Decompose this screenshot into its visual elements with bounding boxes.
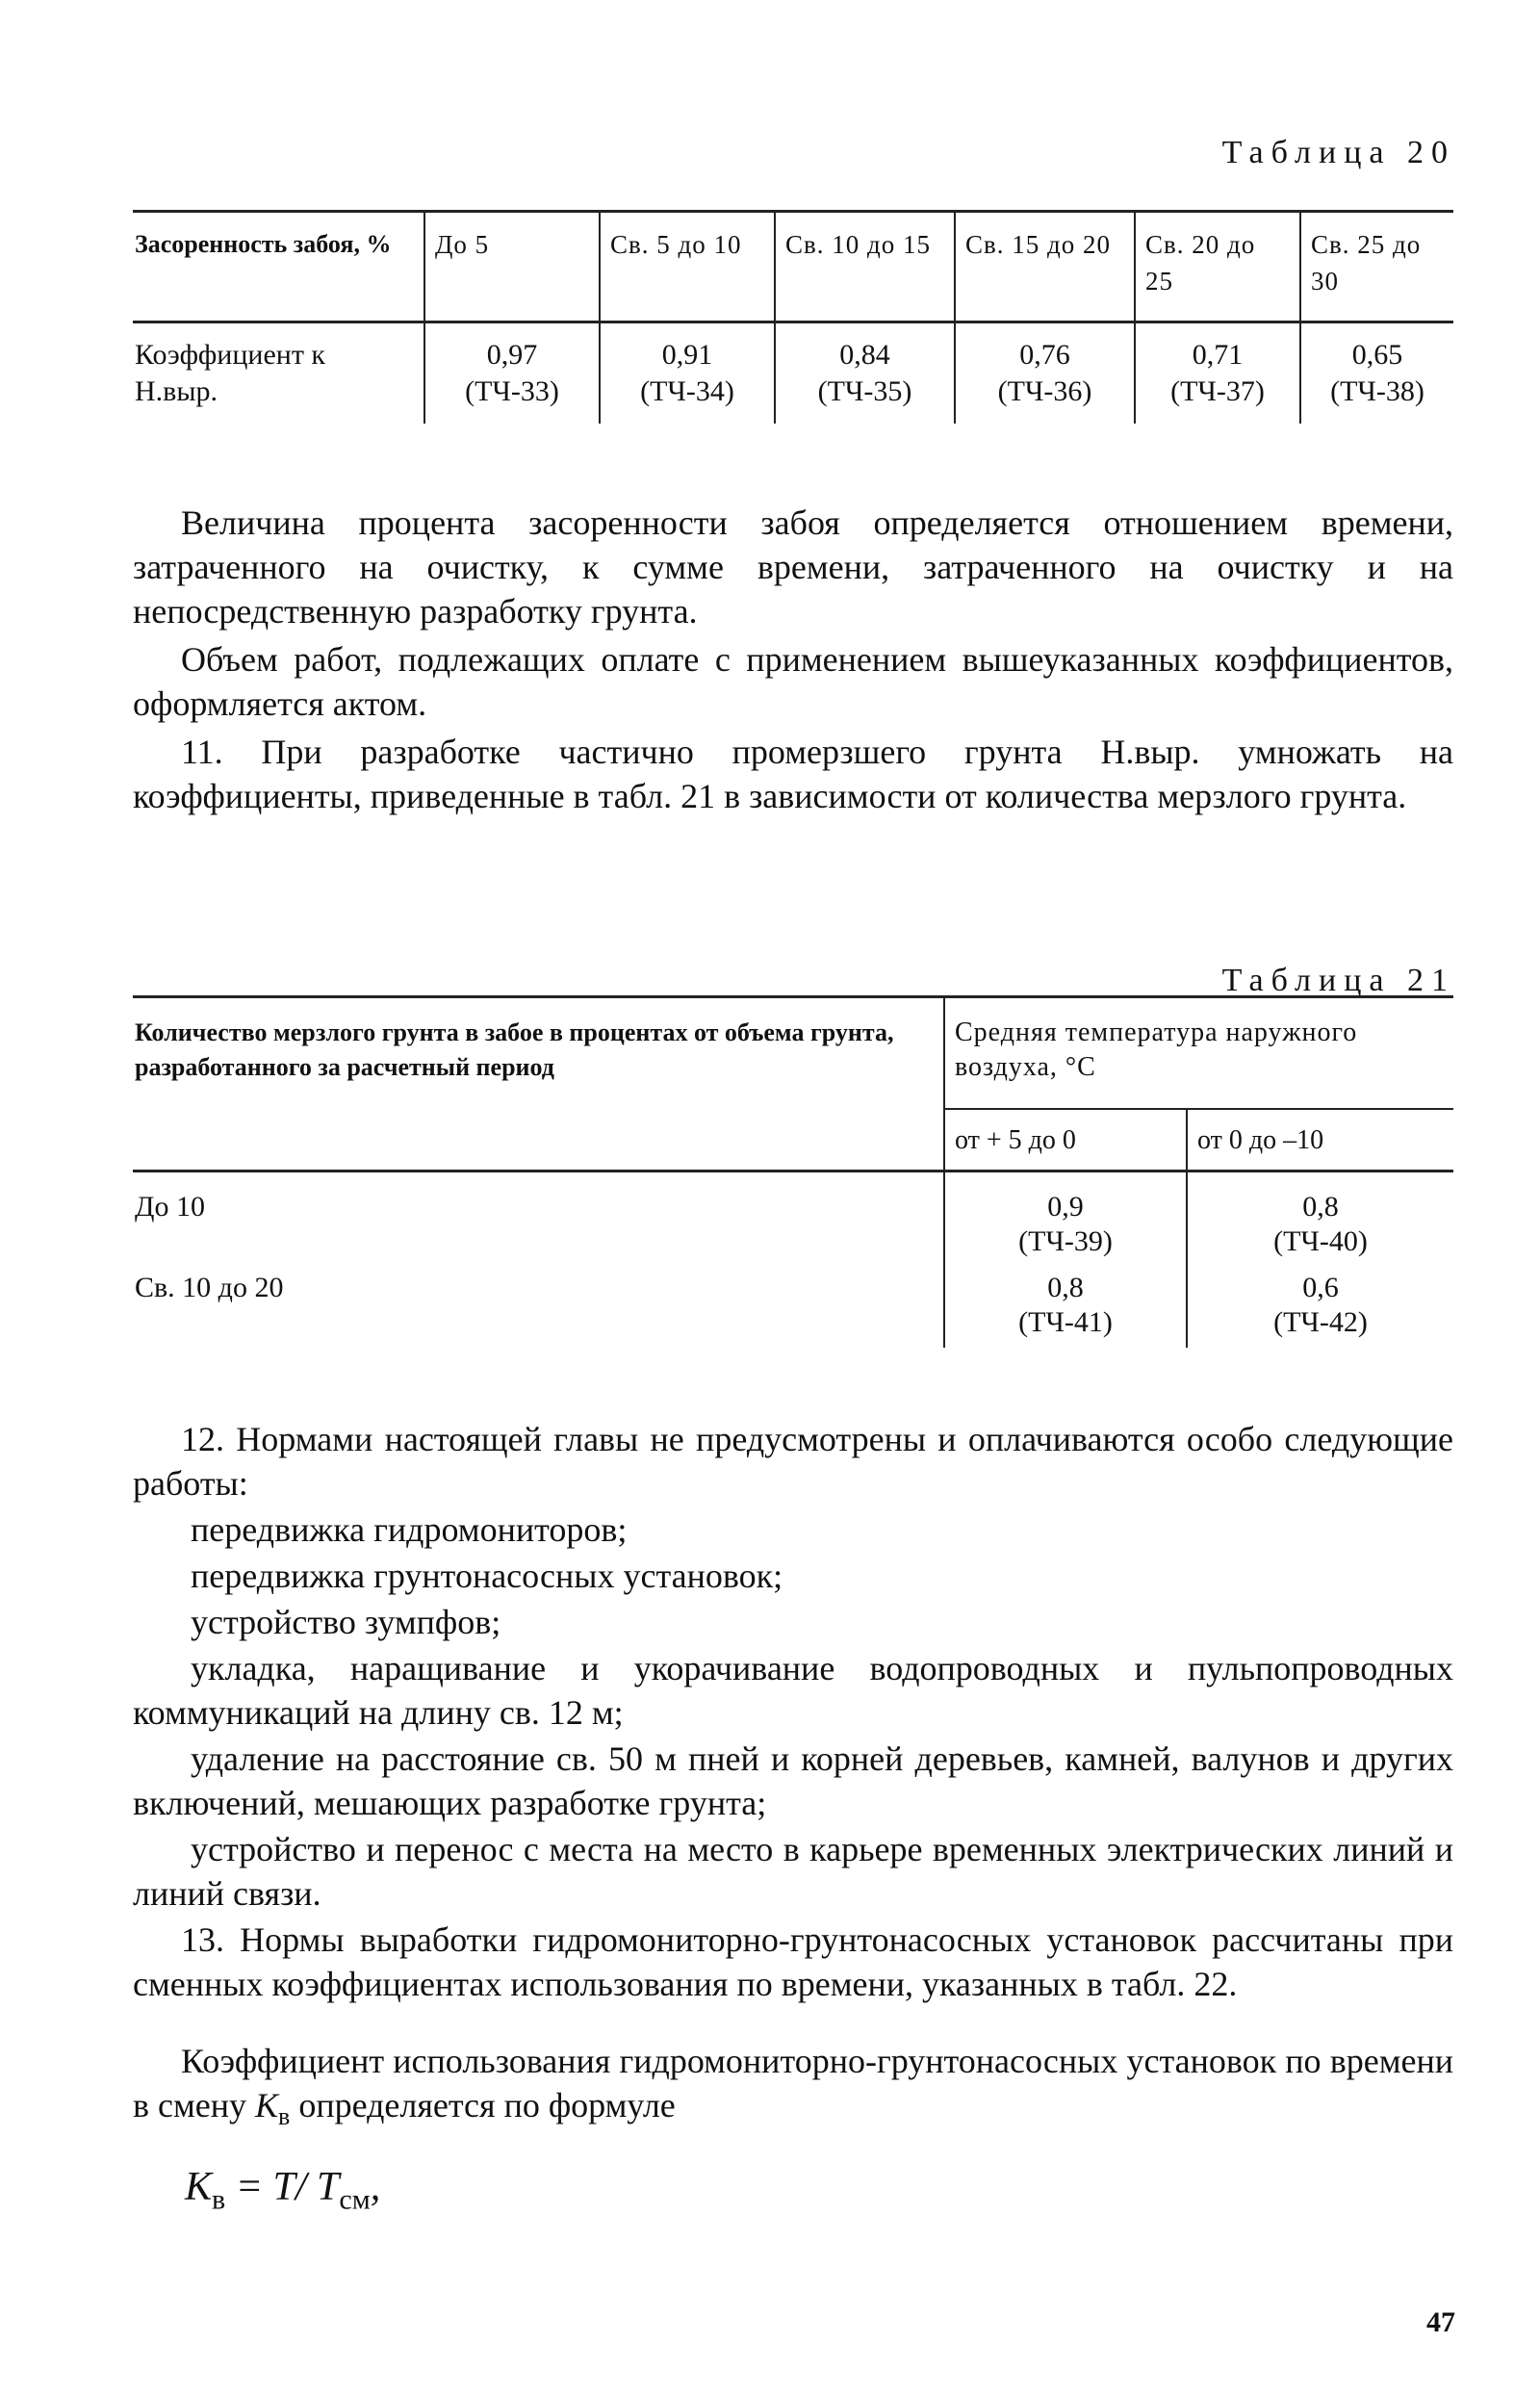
- coefficient-value: 0,76: [1019, 339, 1070, 371]
- formula-rhs: = T/ T: [225, 2165, 340, 2209]
- table-20: [133, 210, 1453, 424]
- formula: [185, 2164, 380, 2216]
- coefficient-value: 0,97: [486, 339, 538, 371]
- formula-lhs: K: [185, 2165, 213, 2209]
- coefficient-value: 0,84: [839, 339, 890, 371]
- list-item: передвижка гидромониторов;: [191, 1510, 628, 1549]
- formula-intro-text: Коэффициент использования гидромониторно-грунтонасосных установок по времени в смену: [133, 2042, 1453, 2125]
- table-21: [133, 995, 1453, 1348]
- norm-code: (ТЧ-37): [1170, 375, 1265, 407]
- norm-code: (ТЧ-36): [997, 375, 1092, 407]
- norm-code: (ТЧ-41): [1018, 1306, 1113, 1338]
- table-row: [133, 1172, 1453, 1268]
- table-20-cell: [1300, 322, 1453, 425]
- table-20-cell: [424, 322, 600, 425]
- table-20-cell: [955, 322, 1135, 425]
- table-21-row-label: До 10: [135, 1191, 205, 1223]
- table-20-header-cell: Св. 25 до 30: [1300, 212, 1453, 322]
- paragraph-volume: Объем работ, подлежащих оплате с применением вышеуказанных коэффициентов, оформляется актом.: [133, 640, 1453, 723]
- norm-code: (ТЧ-42): [1273, 1306, 1368, 1338]
- paragraph-12: 12. Нормами настоящей главы не предусмотрены и оплачиваются особо следующие работы:: [133, 1420, 1453, 1503]
- list-item: передвижка грунтонасосных установок;: [191, 1557, 783, 1595]
- list-item: удаление на расстояние св. 50 м пней и корней деревьев, камней, валунов и других включений, мешающих разработке грунта;: [133, 1739, 1453, 1822]
- coefficient-value: 0,9: [1047, 1191, 1084, 1223]
- table-21-caption: Таблица 21: [1221, 963, 1455, 998]
- table-row: [133, 1267, 1453, 1348]
- table-row: [133, 322, 1453, 425]
- list-item: укладка, наращивание и укорачивание водопроводных и пульпопроводных коммуникаций на длину св. 12 м;: [133, 1649, 1453, 1732]
- page-number: 47: [1426, 2306, 1455, 2338]
- table-21-cell: [944, 1172, 1187, 1268]
- paragraph-formula-intro: [133, 2039, 1453, 2139]
- kv-symbol: $K_в$: [255, 2086, 291, 2131]
- table-21-row-label: Св. 10 до 20: [135, 1272, 284, 1303]
- paragraph-13: 13. Нормы выработки гидромониторно-грунтонасосных установок рассчитаны при сменных коэффициентах использования по времени, указанных в табл. 22.: [133, 1920, 1453, 2003]
- table-20-header-cell: Св. 15 до 20: [955, 212, 1135, 322]
- table-20-cell: [775, 322, 955, 425]
- table-21-header-cell: Количество мерзлого грунта в забое в процентах от объема грунта, разработанного за расчетный период: [133, 997, 944, 1172]
- formula-intro-tail: определяется по формуле: [298, 2086, 676, 2125]
- coefficient-value: 0,8: [1047, 1272, 1084, 1303]
- table-21-subheader-cell: от 0 до –10: [1187, 1109, 1453, 1172]
- list-item: устройство и перенос с места на место в карьере временных электрических линий и линий связи.: [133, 1830, 1453, 1913]
- table-21-temperature-header: Средняя температура наружного воздуха, °С: [944, 997, 1453, 1110]
- formula-tail: ,: [370, 2165, 381, 2209]
- table-20-cell: [600, 322, 775, 425]
- table-20-header-cell: Засоренность забоя, %: [135, 230, 392, 258]
- norm-code: (ТЧ-34): [640, 375, 734, 407]
- formula-lhs-sub: в: [212, 2183, 226, 2216]
- table-21-header-row: [133, 997, 1453, 1110]
- table-20-header-cell: Св. 10 до 15: [775, 212, 955, 322]
- table-20-header-cell: До 5: [424, 212, 600, 322]
- coefficient-value: 0,65: [1351, 339, 1403, 371]
- coefficient-value: 0,71: [1192, 339, 1244, 371]
- norm-code: (ТЧ-38): [1330, 375, 1424, 407]
- section-12-13: [133, 1417, 1453, 2141]
- table-20-caption: Таблица 20: [1221, 135, 1455, 170]
- table-20-header-row: [133, 212, 1453, 322]
- table-21-cell: [1187, 1267, 1453, 1348]
- coefficient-value: 0,6: [1302, 1272, 1339, 1303]
- table-20-header-cell: Св. 20 до 25: [1135, 212, 1300, 322]
- coefficient-value: 0,91: [661, 339, 713, 371]
- table-21-cell: [944, 1267, 1187, 1348]
- norm-code: (ТЧ-33): [465, 375, 559, 407]
- table-20-header-cell: Св. 5 до 10: [600, 212, 775, 322]
- norm-code: (ТЧ-35): [817, 375, 912, 407]
- norm-code: (ТЧ-40): [1273, 1225, 1368, 1257]
- table-21-cell: [1187, 1172, 1453, 1268]
- paragraph-contamination: Величина процента засоренности забоя определяется отношением времени, затраченного на очистку, к сумме времени, затраченного на очистку и на непосредственную разработку грунта.: [133, 503, 1453, 631]
- list-item: устройство зумпфов;: [191, 1603, 501, 1641]
- paragraph-11: 11. При разработке частично промерзшего грунта Н.выр. умножать на коэффициенты, приведенные в табл. 21 в зависимости от количества мерзлого грунта.: [133, 733, 1453, 815]
- formula-rhs-sub: см: [339, 2183, 371, 2216]
- norm-code: (ТЧ-39): [1018, 1225, 1113, 1257]
- coefficient-value: 0,8: [1302, 1191, 1339, 1223]
- table-21-subheader-cell: от + 5 до 0: [944, 1109, 1187, 1172]
- table-20-row-label: Коэффициент к Н.выр.: [135, 339, 326, 407]
- table-20-cell: [1135, 322, 1300, 425]
